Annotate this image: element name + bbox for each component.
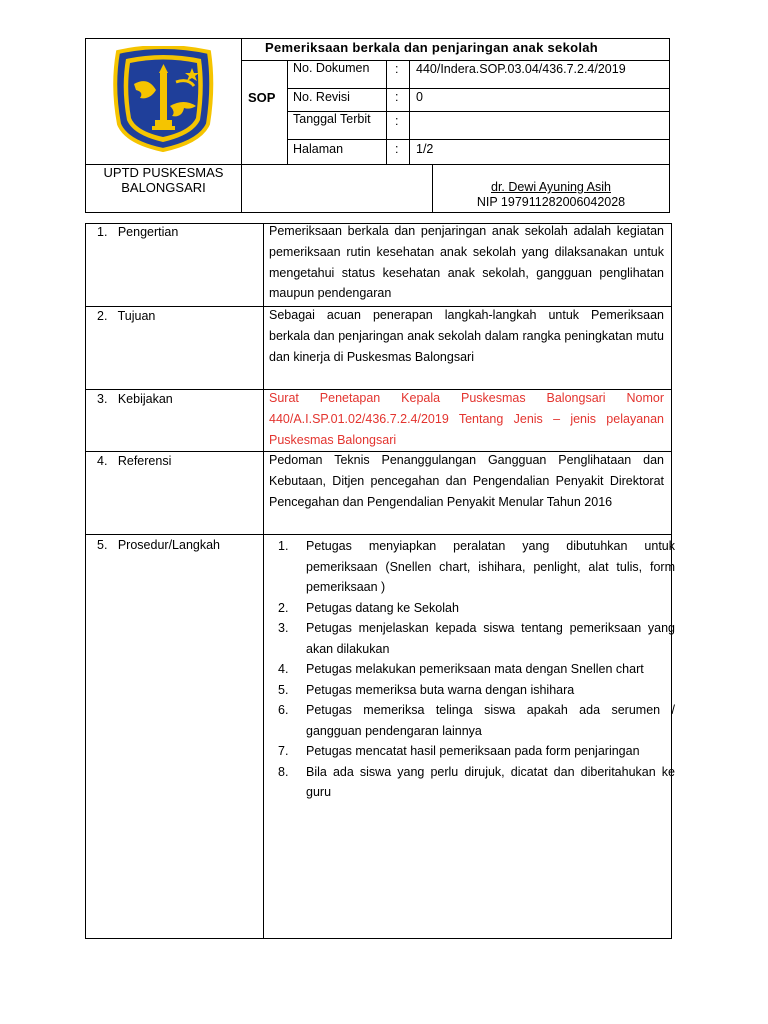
meta-label-halaman: Halaman [293,142,344,156]
unit-name-line2: BALONGSARI [121,180,206,195]
sop-label: SOP [248,90,276,105]
meta-value-no-revisi: 0 [416,90,423,104]
row-label-kebijakan: 3. Kebijakan [97,392,173,406]
procedure-step: 6. Petugas memeriksa telinga siswa apakah ada serumen / gangguan pendengaran lainnya [278,703,675,738]
procedure-steps-list [276,536,675,803]
signer-name: dr. Dewi Ayuning Asih [491,180,611,194]
unit-name [86,165,241,195]
row-text-tujuan: Sebagai acuan penerapan langkah-langkah untuk Pemeriksaan berkala dan penjaringan anak sekolah dalam rangka peningkatan mutu dan kinerja di Puskesmas Balongsari [269,308,664,364]
row-label-pengertian: 1. Pengertian [97,225,179,239]
procedure-step: 2. Petugas datang ke Sekolah [278,600,459,615]
row-label-prosedur: 5. Prosedur/Langkah [97,538,220,552]
procedure-step: 5. Petugas memeriksa buta warna dengan ishihara [278,682,575,697]
meta-sep: : [395,90,399,104]
row-label-referensi: 4. Referensi [97,454,172,468]
meta-sep: : [395,142,399,156]
meta-value-no-dokumen: 440/Indera.SOP.03.04/436.7.2.4/2019 [416,62,626,76]
meta-value-halaman: 1/2 [416,142,434,156]
row-text-pengertian: Pemeriksaan berkala dan penjaringan anak sekolah adalah kegiatan pemeriksaan rutin kesehatan anak sekolah yang dilaksanakan untuk mengetahui status kesehatan anak sekolah, gangguan penglihatan maupun pendengaran [269,224,664,301]
meta-sep: : [395,62,399,76]
meta-label-no-dokumen: No. Dokumen [293,61,370,75]
meta-label-tanggal-terbit: Tanggal Terbit [293,112,371,126]
signer-block [433,180,669,210]
meta-label-no-revisi: No. Revisi [293,90,350,104]
row-text-referensi: Pedoman Teknis Penanggulangan Gangguan Penglihataan dan Kebutaan, Ditjen pencegahan dan Pengendalian Penyakit Direktorat Pencegahan dan Pengendalian Penyakit Menular Tahun 2016 [269,453,664,509]
unit-name-line1: UPTD PUSKESMAS [103,165,224,180]
surabaya-emblem-logo [110,46,217,153]
row-text-kebijakan: Surat Penetapan Kepala Puskesmas Balongsari Nomor 440/A.I.SP.01.02/436.7.2.4/2019 Tentang Jenis – jenis pelayanan Puskesmas Balongsari [269,391,664,447]
meta-sep: : [395,114,399,128]
row-label-tujuan: 2. Tujuan [97,309,156,323]
procedure-step: 3. Petugas menjelaskan kepada siswa tentang pemeriksaan yang akan dilakukan [278,621,675,656]
procedure-step: 7. Petugas mencatat hasil pemeriksaan pada form penjaringan [278,744,640,758]
procedure-step: 4. Petugas melakukan pemeriksaan mata dengan Snellen chart [278,662,644,676]
sop-title: Pemeriksaan berkala dan penjaringan anak sekolah [265,40,599,55]
procedure-step: 1. Petugas menyiapkan peralatan yang dibutuhkan untuk pemeriksaan (Snellen chart, ishihara, penlight, alat tulis, form pemeriksaan ) [278,539,675,594]
signer-nip: NIP 197911282006042028 [476,195,626,209]
procedure-step: 8. Bila ada siswa yang perlu dirujuk, dicatat dan diberitahukan ke guru [278,764,675,799]
